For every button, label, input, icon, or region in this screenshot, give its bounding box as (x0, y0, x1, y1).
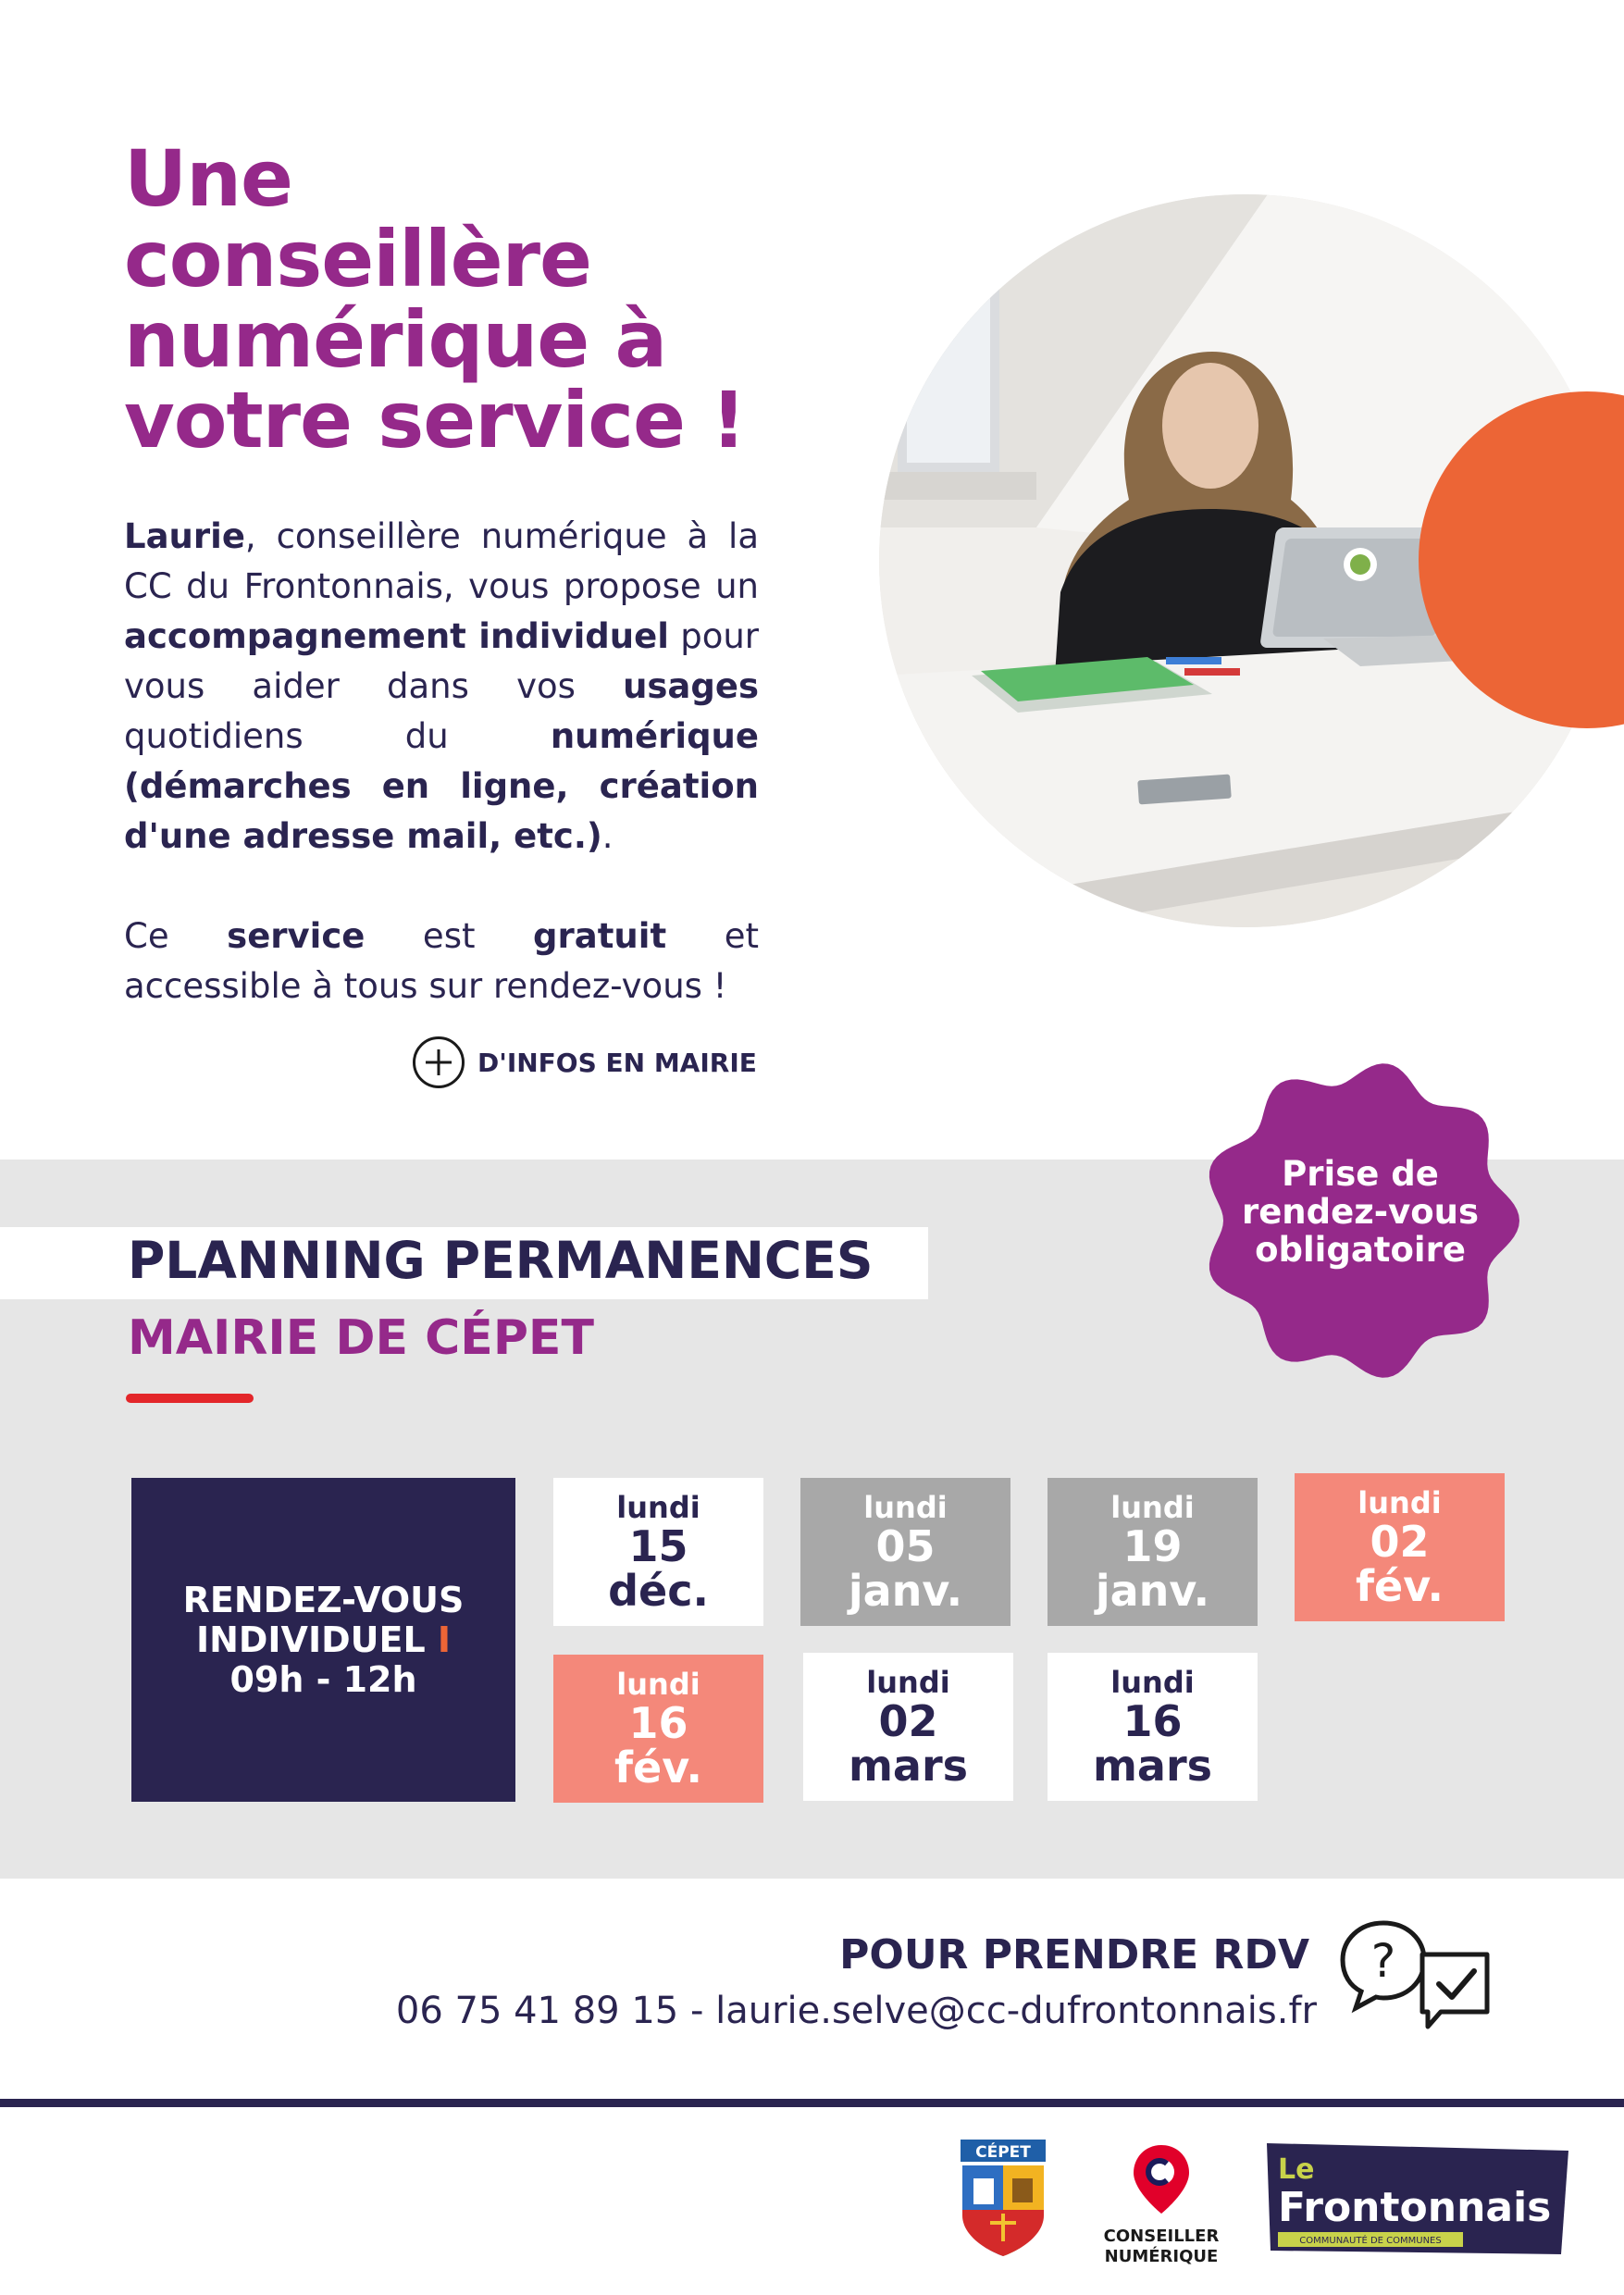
title-line-4: votre service ! (124, 375, 746, 465)
badge-line-1: Prise de (1282, 1154, 1439, 1194)
le-frontonnais-logo (1263, 2138, 1572, 2258)
slot-month: fév. (1356, 1561, 1444, 1611)
chat-question-check-icon (1339, 1916, 1496, 2036)
rdv-line-2 (196, 1620, 451, 1660)
rdv-info-box (131, 1478, 515, 1802)
rdv-line-2-text: INDIVIDUEL (195, 1619, 426, 1660)
service-paragraph (124, 912, 759, 1011)
fr-logo-name: Frontonnais (1278, 2184, 1552, 2231)
more-info (413, 1036, 757, 1088)
date-slot (1048, 1478, 1258, 1626)
title-line-2: conseillère (124, 214, 592, 304)
slot-day: lundi (616, 1490, 700, 1525)
date-slot (553, 1478, 763, 1626)
date-slot (553, 1655, 763, 1803)
slot-month: janv. (848, 1566, 963, 1616)
slot-day: lundi (616, 1667, 700, 1702)
slot-number: 05 (875, 1521, 936, 1571)
badge-line-2: rendez-vous (1241, 1192, 1480, 1232)
date-slot (1295, 1473, 1505, 1621)
rdv-hours: 09h - 12h (229, 1658, 417, 1700)
service-text-1: Ce (124, 916, 228, 956)
service-text-3: et accessible à tous sur rendez-vous ! (124, 916, 759, 1006)
title-line-3: numérique à (124, 294, 667, 385)
service-bold-2: gratuit (533, 916, 667, 956)
date-slot (800, 1478, 1010, 1626)
contact-label: POUR PRENDRE RDV (839, 1931, 1309, 1979)
intro-paragraph (124, 512, 759, 862)
contact-details[interactable]: 06 75 41 89 15 - laurie.selve@cc-dufrontonnais.fr (395, 1990, 1317, 2032)
fr-logo-sub: COMMUNAUTÉ DE COMMUNES (1299, 2236, 1442, 2246)
cepet-coat-of-arms-logo (959, 2138, 1048, 2258)
plus-circle-icon (413, 1036, 465, 1088)
planning-subtitle: MAIRIE DE CÉPET (128, 1310, 594, 1366)
advisor-name: Laurie (124, 516, 245, 556)
service-text-2: est (365, 916, 534, 956)
rdv-line-1: RENDEZ-VOUS (182, 1579, 465, 1620)
slot-day: lundi (866, 1665, 950, 1700)
service-bold-1: service (227, 916, 366, 956)
badge-text (1197, 1155, 1523, 1269)
intro-text-3: quotidiens du (124, 716, 551, 756)
slot-month: mars (848, 1741, 969, 1791)
intro-text-1: , conseillère numérique à la CC du Frontonnais, vous propose un (124, 516, 759, 606)
slot-day: lundi (1110, 1665, 1195, 1700)
slot-number: 16 (628, 1698, 688, 1748)
intro-bold-3: numérique (démarches en ligne, création d'une adresse mail, etc.) (124, 716, 759, 856)
slot-number: 16 (1122, 1696, 1183, 1746)
conseiller-numerique-logo (1097, 2138, 1226, 2267)
intro-bold-1: accompagnement individuel (124, 616, 669, 656)
slot-number: 02 (1370, 1517, 1430, 1567)
slot-month: mars (1092, 1741, 1213, 1791)
slot-number: 15 (628, 1521, 688, 1571)
svg-text:?: ? (1370, 1934, 1396, 1988)
intro-text-2: pour vous aider dans vos (124, 616, 759, 706)
date-slot (803, 1653, 1013, 1801)
cn-logo-line-2: NUMÉRIQUE (1104, 2247, 1219, 2266)
intro-text-4: . (601, 816, 614, 856)
more-info-text: D'INFOS EN MAIRIE (477, 1047, 757, 1078)
cn-logo-line-1: CONSEILLER (1103, 2227, 1220, 2246)
badge-line-3: obligatoire (1255, 1230, 1466, 1270)
slot-number: 19 (1122, 1521, 1183, 1571)
planning-title: PLANNING PERMANENCES (128, 1231, 874, 1290)
date-slot (1048, 1653, 1258, 1801)
page-title (124, 133, 883, 465)
slot-number: 02 (878, 1696, 938, 1746)
slot-day: lundi (863, 1490, 948, 1525)
rdv-separator: I (437, 1619, 452, 1660)
footer-divider (0, 2099, 1624, 2107)
slot-month: janv. (1095, 1566, 1210, 1616)
red-underline (126, 1394, 254, 1403)
slot-month: fév. (614, 1743, 702, 1793)
title-line-1: Une (124, 133, 292, 224)
intro-bold-2: usages (623, 666, 759, 706)
slot-day: lundi (1110, 1490, 1195, 1525)
fr-logo-le: Le (1278, 2153, 1315, 2186)
slot-month: déc. (608, 1566, 709, 1616)
cepet-logo-text: CÉPET (975, 2143, 1031, 2162)
slot-day: lundi (1357, 1485, 1442, 1520)
